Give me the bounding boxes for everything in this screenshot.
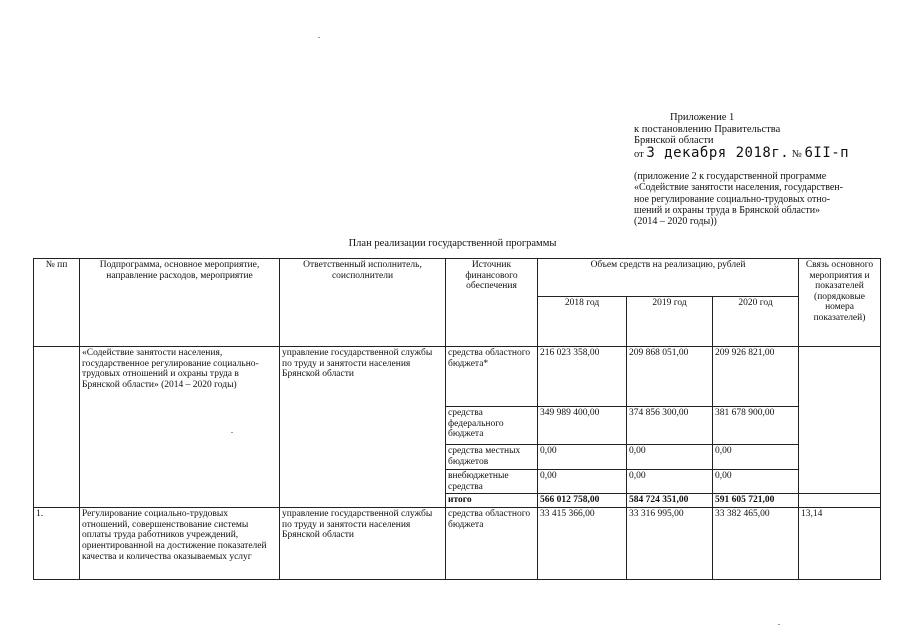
- value-2018: 0,00: [538, 445, 627, 470]
- item-executor: управление государственной службы по труду и занятости населения Брянской области: [280, 508, 446, 580]
- item-value-2019: 33 316 995,00: [627, 508, 713, 580]
- appendix-header: [634, 112, 874, 160]
- date-prefix: от: [634, 148, 644, 160]
- header-year-2018: 2018 год: [538, 297, 627, 347]
- total-2020: 591 605 721,00: [713, 494, 799, 508]
- handwritten-date: 3 декабря 2018г.: [646, 144, 790, 161]
- total-2019: 584 724 351,00: [627, 494, 713, 508]
- header-executor: Ответственный исполнитель, соисполнители: [280, 259, 446, 347]
- value-2020: 381 678 900,00: [713, 407, 799, 445]
- value-2019: 0,00: [627, 470, 713, 494]
- header-num: № пп: [34, 259, 80, 347]
- value-2019: 374 856 300,00: [627, 407, 713, 445]
- item-value-2020: 33 382 465,00: [713, 508, 799, 580]
- total-label: итого: [446, 494, 538, 508]
- number-prefix: №: [791, 148, 802, 160]
- header-year-2019: 2019 год: [627, 297, 713, 347]
- value-2019: 0,00: [627, 445, 713, 470]
- program-name-cell: «Содействие занятости населения, государственное регулирование социально-трудовых отношений и охраны труда в Брянской области» (2014 – 2020 годы): [80, 347, 280, 508]
- paren-line: (2014 – 2020 годы)): [634, 216, 717, 228]
- total-2018: 566 012 758,00: [538, 494, 627, 508]
- source-cell: средства федерального бюджета: [446, 407, 538, 445]
- paren-line: ное регулирование социально-трудовых отно-: [634, 193, 831, 205]
- scan-speck: [778, 624, 780, 625]
- appendix-region: Брянской области: [634, 135, 714, 146]
- value-2020: 0,00: [713, 470, 799, 494]
- implementation-plan-table: [33, 258, 881, 580]
- scan-speck: [318, 37, 320, 38]
- header-year-2020: 2020 год: [713, 297, 799, 347]
- paren-line: «Содействие занятости населения, государствен-: [634, 182, 843, 194]
- table-header-row: [34, 259, 881, 297]
- plan-title: План реализации государственной программы: [348, 238, 557, 249]
- source-cell: средства областного бюджета*: [446, 347, 538, 407]
- paren-line: шений и охраны труда в Брянской области»: [634, 204, 821, 216]
- source-cell: средства местных бюджетов: [446, 445, 538, 470]
- item-source: средства областного бюджета: [446, 508, 538, 580]
- value-2019: 209 868 051,00: [627, 347, 713, 407]
- value-2020: 0,00: [713, 445, 799, 470]
- handwritten-number: 6II-п: [804, 144, 850, 161]
- header-link: Связь основного мероприятия и показателей (порядковые номера показателей): [799, 259, 881, 347]
- source-cell: внебюджетные средства: [446, 470, 538, 494]
- value-2018: 349 989 400,00: [538, 407, 627, 445]
- header-amount: Объем средств на реализацию, рублей: [538, 259, 799, 297]
- item-name: Регулирование социально-трудовых отношений, совершенствование системы оплаты труда работников учреждений, ориентированной на достижение показателей качества и количества оказываемых услуг: [80, 508, 280, 580]
- table-row: [34, 508, 881, 580]
- link-cell: [799, 347, 881, 494]
- value-2018: 0,00: [538, 470, 627, 494]
- scan-speck: [231, 432, 233, 433]
- appendix-to-resolution: к постановлению Правительства: [634, 123, 781, 135]
- table-row: [34, 347, 881, 407]
- item-num: 1.: [34, 508, 80, 580]
- total-link-cell: [799, 494, 881, 508]
- parenthetical-note: [634, 171, 862, 227]
- value-2018: 216 023 358,00: [538, 347, 627, 407]
- item-value-2018: 33 415 366,00: [538, 508, 627, 580]
- header-source: Источник финансового обеспечения: [446, 259, 538, 347]
- header-subprogram: Подпрограмма, основное мероприятие, направление расходов, мероприятие: [80, 259, 280, 347]
- item-link: 13,14: [799, 508, 881, 580]
- appendix-date-line: [634, 144, 874, 161]
- paren-line: (приложение 2 к государственной программе: [634, 171, 827, 182]
- value-2020: 209 926 821,00: [713, 347, 799, 407]
- program-num-cell: [34, 347, 80, 508]
- program-executor-cell: управление государственной службы по труду и занятости населения Брянской области: [280, 347, 446, 508]
- appendix-title: Приложение 1: [670, 112, 735, 123]
